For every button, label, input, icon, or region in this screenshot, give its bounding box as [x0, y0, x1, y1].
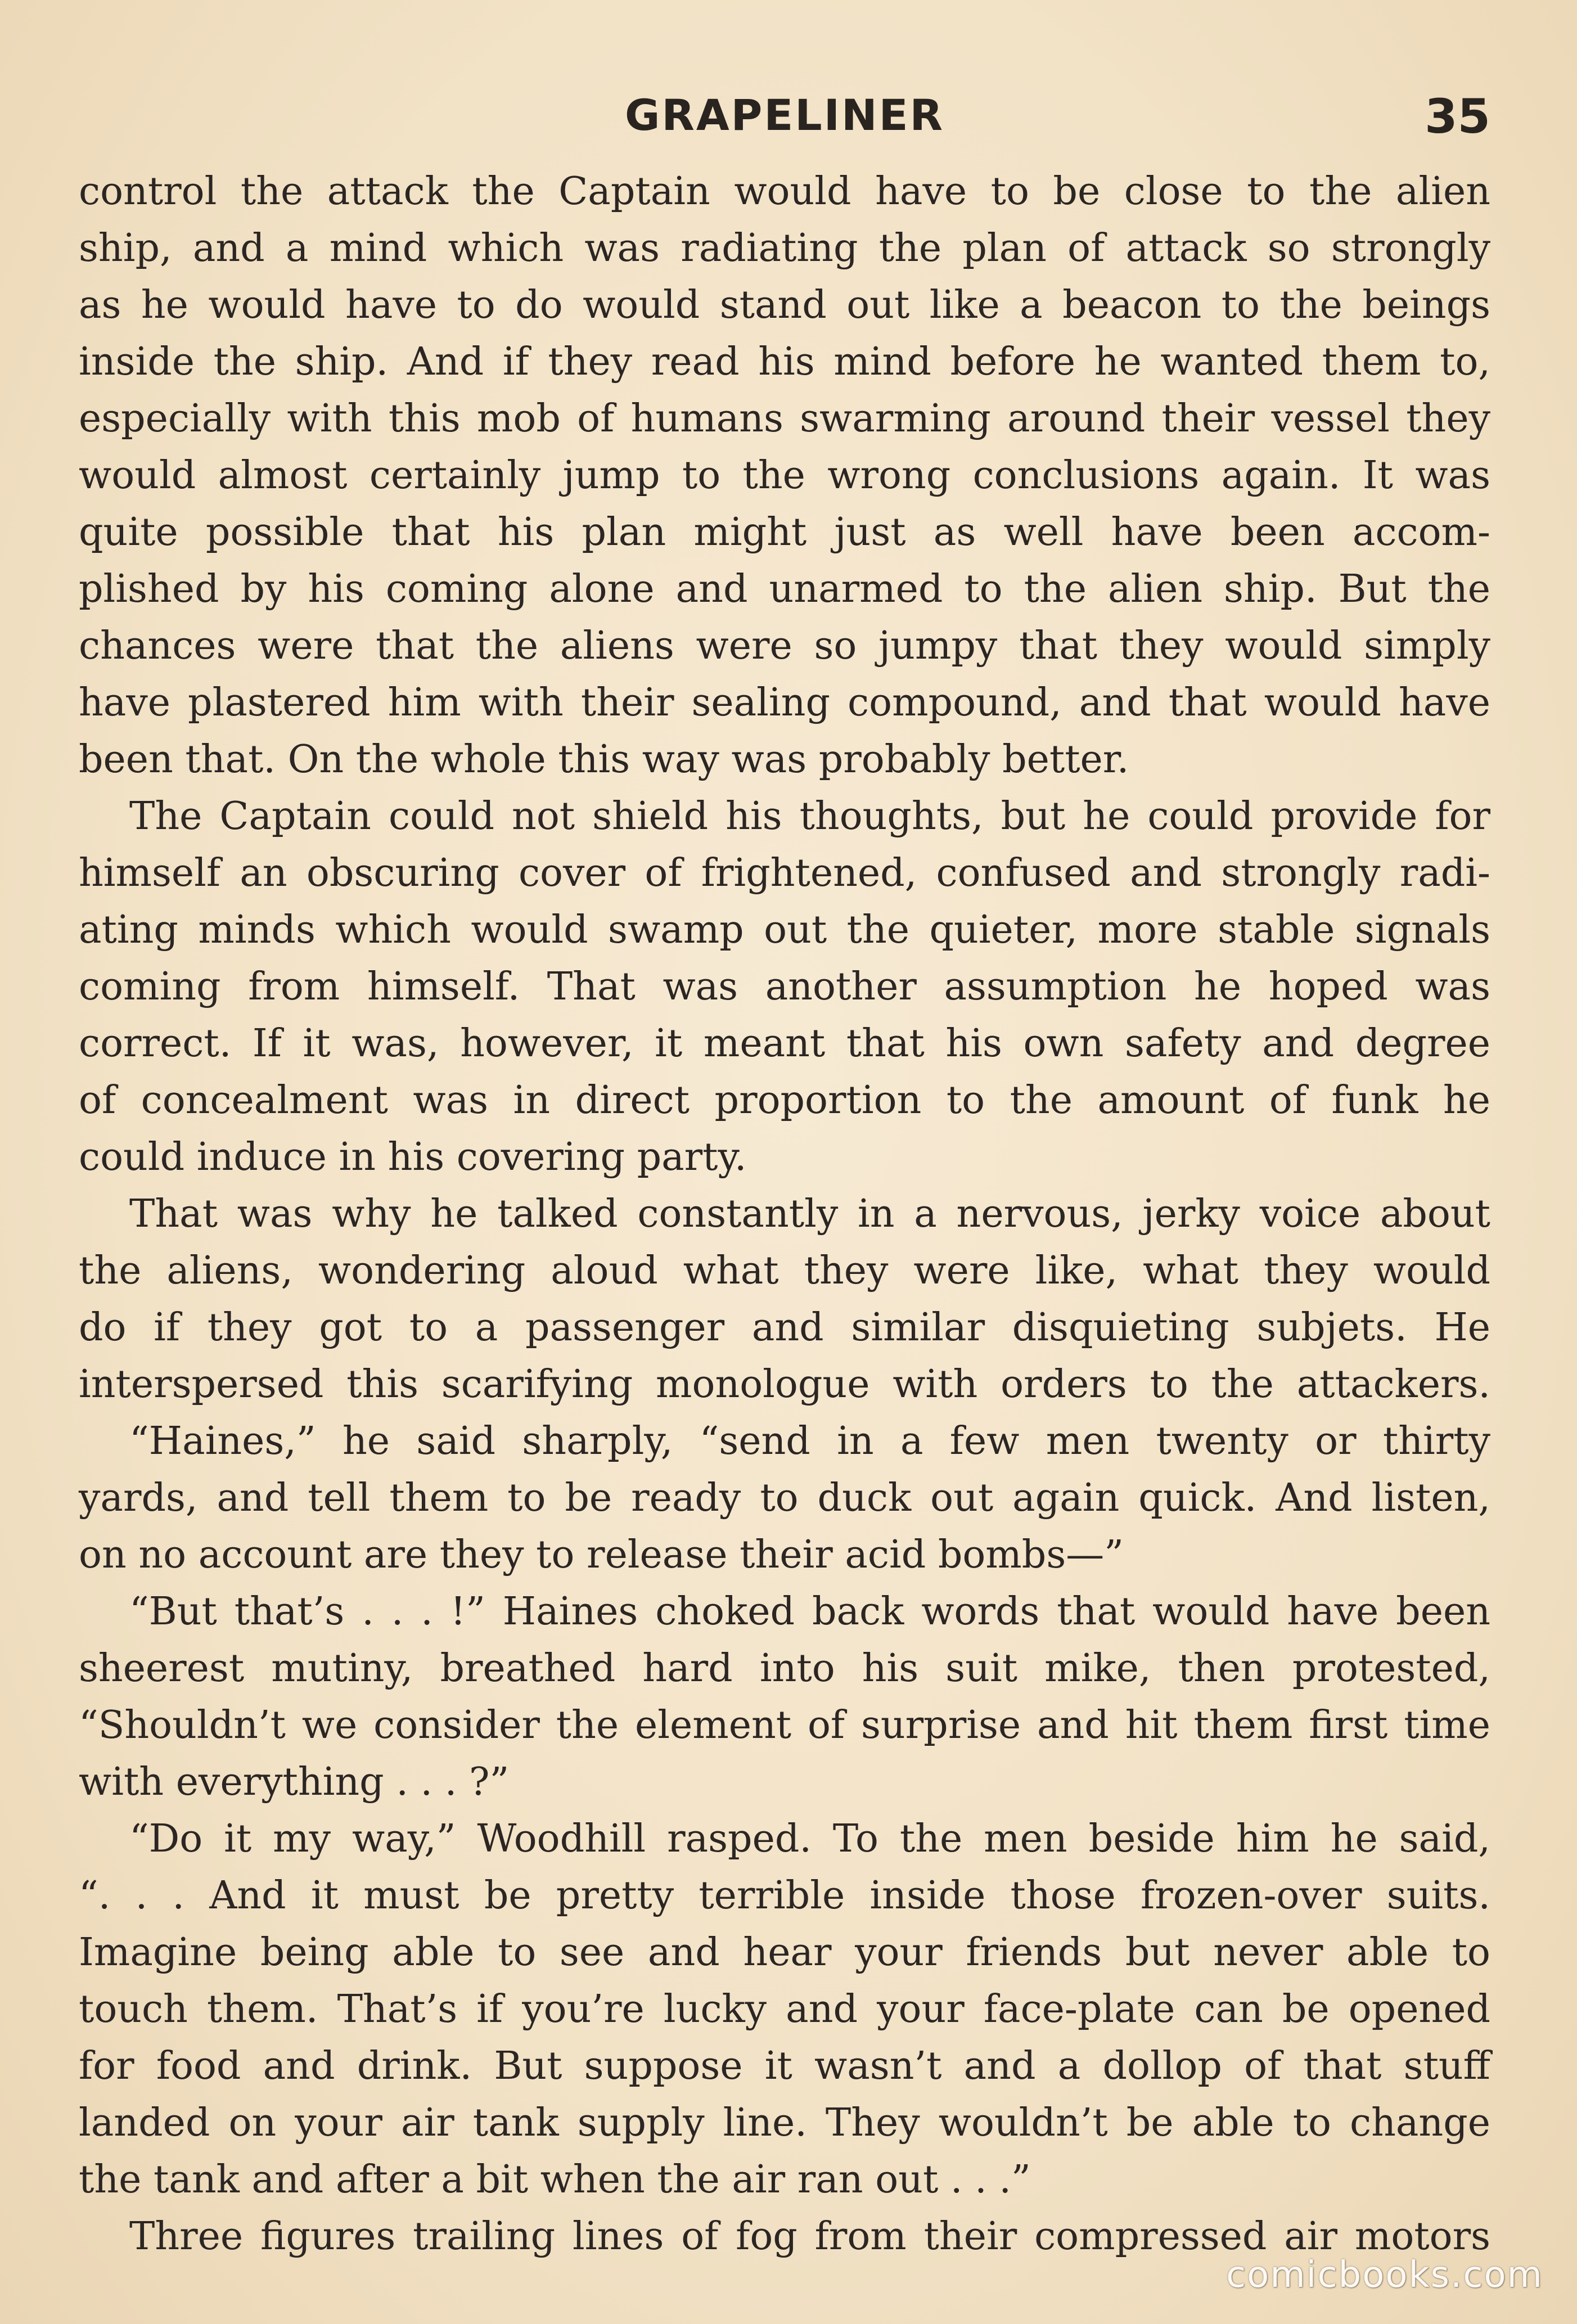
text-line: inside the ship. And if they read his mind before he wanted them to, [79, 340, 1490, 384]
text-line: sheerest mutiny, breathed hard into his suit mike, then protested, [79, 1646, 1490, 1691]
text-line: coming from himself. That was another assumption he hoped was [79, 965, 1490, 1009]
watermark: comicbooks.com [1225, 2254, 1543, 2296]
text-line: touch them. That’s if you’re lucky and your face-plate can be opened [79, 1987, 1490, 2032]
text-line: have plastered him with their sealing compound, and that would have [79, 681, 1490, 725]
text-line: correct. If it was, however, it meant that his own safety and degree [79, 1021, 1490, 1066]
body-text [79, 163, 1490, 2265]
text-line: ship, and a mind which was radiating the plan of attack so strongly [79, 226, 1490, 271]
text-line: quite possible that his plan might just as well have been accom- [79, 510, 1490, 555]
text-line: would almost certainly jump to the wrong conclusions again. It was [79, 453, 1490, 498]
text-line: for food and drink. But suppose it wasn’t and a dollop of that stuff [79, 2044, 1490, 2088]
text-line: been that. On the whole this way was probably better. [79, 737, 1129, 782]
text-line: ating minds which would swamp out the quieter, more stable signals [79, 908, 1490, 952]
text-line: the tank and after a bit when the air ran out . . .” [79, 2158, 1031, 2202]
text-line: “Haines,” he said sharply, “send in a few men twenty or thirty [129, 1419, 1490, 1463]
text-line: as he would have to do would stand out like a beacon to the beings [79, 283, 1490, 327]
text-line: plished by his coming alone and unarmed to the alien ship. But the [79, 567, 1490, 611]
text-line: yards, and tell them to be ready to duck out again quick. And listen, [79, 1476, 1490, 1520]
text-line: control the attack the Captain would have to be close to the alien [79, 169, 1490, 214]
text-line: on no account are they to release their acid bombs—” [79, 1533, 1124, 1577]
text-line: “Shouldn’t we consider the element of surprise and hit them first time [79, 1703, 1490, 1747]
text-line: “But that’s . . . !” Haines choked back words that would have been [129, 1589, 1490, 1634]
text-line: Imagine being able to see and hear your friends but never able to [79, 1930, 1490, 1975]
page-number: 35 [1425, 89, 1490, 144]
text-line: Three figures trailing lines of fog from their compressed air motors [129, 2214, 1490, 2259]
text-line: of concealment was in direct proportion to the amount of funk he [79, 1078, 1490, 1123]
page-header [79, 84, 1490, 146]
text-line: “. . . And it must be pretty terrible inside those frozen-over suits. [79, 1873, 1490, 1918]
text-line: That was why he talked constantly in a nervous, jerky voice about [129, 1192, 1490, 1236]
text-line: could induce in his covering party. [79, 1135, 747, 1179]
text-line: himself an obscuring cover of frightened, confused and strongly radi- [79, 851, 1490, 895]
text-line: The Captain could not shield his thoughts, but he could provide for [129, 794, 1490, 839]
text-line: the aliens, wondering aloud what they were like, what they would [79, 1249, 1490, 1293]
text-line: chances were that the aliens were so jumpy that they would simply [79, 624, 1490, 668]
running-title: GRAPELINER [624, 90, 945, 140]
text-line: landed on your air tank supply line. They wouldn’t be able to change [79, 2101, 1490, 2145]
text-line: especially with this mob of humans swarming around their vessel they [79, 397, 1490, 441]
text-line: interspersed this scarifying monologue with orders to the attackers. [79, 1362, 1490, 1407]
text-line: with everything . . . ?” [79, 1760, 510, 1804]
text-line: “Do it my way,” Woodhill rasped. To the men beside him he said, [129, 1817, 1490, 1861]
text-line: do if they got to a passenger and similar disquieting subjets. He [79, 1305, 1490, 1350]
